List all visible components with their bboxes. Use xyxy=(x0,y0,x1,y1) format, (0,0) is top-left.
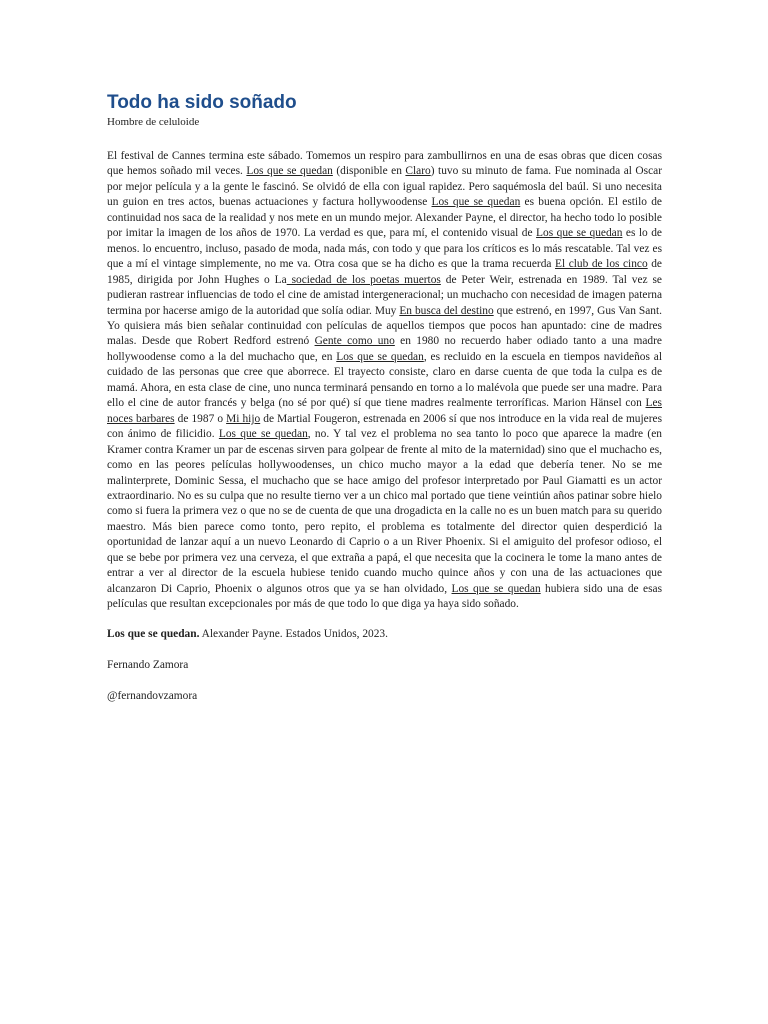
film-credit-title: Los que se quedan. xyxy=(107,627,200,640)
author-name: Fernando Zamora xyxy=(107,658,189,671)
inline-link[interactable]: Claro xyxy=(405,165,431,178)
body-text: , no. Y tal vez el problema no sea tanto lo poco que aparece la madre (en Kramer contra Kramer un par de escenas sirven para golpear de frente al mito de la maternidad) sino que el muchacho es, como en las peores películas hollywoodenses, un chico mucho mayor a la edad que debería tener. No se me malinterprete, Dominic Sessa, el muchacho que se hace amigo del profesor interpretado por Paul Giamatti es un actor extraordinario. No es su culpa que no resulte tierno ver a un chico mal portado que tiene veintiún años patinar sobre hielo como si fuera la primera vez o que no se de cuenta de que una drogadicta en la calle no es un buen match para su querido maestro. Más bien parece como tonto, pero repito, el problema es totalmente del director quien desperdició la oportunidad de lanzar aquí a un nuevo Leonardo di Caprio o a un River Phoenix. Si el amiguito del profesor odioso, el que se bebe por primera vez una cerveza, el que extraña a papá, el que necesita que la cocinera le tome la mano antes de entrar a ver al director de la escuela hubiese tenido cuando mucho quince años y con una de las actuaciones que alcanzaron Di Caprio, Phoenix o algunos otros que ya se han olvidado, xyxy=(107,428,662,595)
body-text: ) tuvo su minuto de fama. Fue nominada al Oscar por mejor película y a la gente le fascinó. Se olvidó de ella con igual rapidez. Pero saquémosla del baúl. Si uno necesita un guion en tres actos, buenas actuaciones y factura hollywoodense xyxy=(107,165,662,209)
inline-link[interactable]: Gente como uno xyxy=(314,335,395,348)
body-text: hubiera sido una de esas películas que resultan excepcionales por más de que todo lo que diga ya haya sido soñado. xyxy=(107,582,662,611)
body-text: (disponible en xyxy=(332,165,406,178)
article-subtitle: Hombre de celuloide xyxy=(107,116,200,128)
body-text: de Martial Fougeron, estrenada en 2006 sí que nos introduce en la vida real de mujeres con ánimo de filicidio. xyxy=(107,412,662,441)
inline-link[interactable]: Los que se quedan xyxy=(536,227,623,240)
body-text: en 1980 no recuerdo haber odiado tanto a una madre hollywoodense como a la del muchacho que, en xyxy=(107,335,662,363)
body-text: de 1985, dirigida por John Hughes o La xyxy=(107,258,662,286)
inline-link[interactable]: Les noces barbares xyxy=(107,397,662,425)
inline-link[interactable]: Los que se quedan xyxy=(431,196,521,209)
body-text: es lo de menos. lo encuentro, incluso, pasado de moda, nada más, con todo y que para los críticos es lo más rescatable. Tal vez es que a mí el vintage simplemente, no me va. Otra cosa que se ha dicho es que la trama recuerda xyxy=(107,227,662,271)
inline-link[interactable]: Los que se quedan xyxy=(218,428,308,441)
inline-link[interactable]: Mi hijo xyxy=(226,412,261,425)
inline-link[interactable]: Los que se quedan xyxy=(246,165,333,178)
inline-link[interactable]: sociedad de los poetas muertos xyxy=(286,273,441,286)
body-text: es buena opción. El estilo de continuidad nos saca de la realidad y nos mete en un mundo mejor. Alexander Payne, el director, ha hecho todo lo posible por imitar la imagen de los años de 1970. La verdad es que, para mí, el contenido visual de xyxy=(107,196,662,240)
film-credit-details: Alexander Payne. Estados Unidos, 2023. xyxy=(199,627,388,640)
film-credit xyxy=(107,627,662,642)
inline-link[interactable]: En busca del destino xyxy=(399,304,494,317)
article-title: Todo ha sido soñado xyxy=(107,92,297,113)
inline-link[interactable]: Los que se quedan xyxy=(451,582,541,595)
article xyxy=(107,92,662,704)
inline-link[interactable]: El club de los cinco xyxy=(555,258,648,271)
body-text: de Peter Weir, estrenada en 1989. Tal vez se pudieran rastrear influencias de todo el cine de amistad intergeneracional; un muchacho con necesidad de imagen paterna termina por hacerse amigo de la autoridad que solía odiar. Muy xyxy=(107,273,662,317)
body-text: de 1987 o xyxy=(174,412,227,425)
body-text: que estrenó, en 1997, Gus Van Sant. Yo quisiera más bien señalar continuidad con películas de aquellos tiempos que pocos han apuntado: cine de madres malas. Desde que Robert Redford estrenó xyxy=(107,304,662,348)
author-handle: @fernandovzamora xyxy=(107,689,198,702)
article-body xyxy=(107,149,662,613)
body-text: , es recluido en la escuela en tiempos navideños al cuidado de las personas que cree que aborrece. El trayecto consiste, claro en darse cuenta de que toda la culpa es de mamá. Ahora, en esta clase de cine, uno nunca terminará pensando en torno a lo malévola que puede ser una madre. Para ello el cine de autor francés y belga (no sé por qué) sí que tiene madres realmente terroríficas. Marion Hänsel con xyxy=(107,350,662,410)
body-text: El festival de Cannes termina este sábado. Tomemos un respiro para zambullirnos en una de esas obras que dicen cosas que hemos soñado mil veces. xyxy=(107,150,662,178)
inline-link[interactable]: Los que se quedan xyxy=(336,350,424,363)
